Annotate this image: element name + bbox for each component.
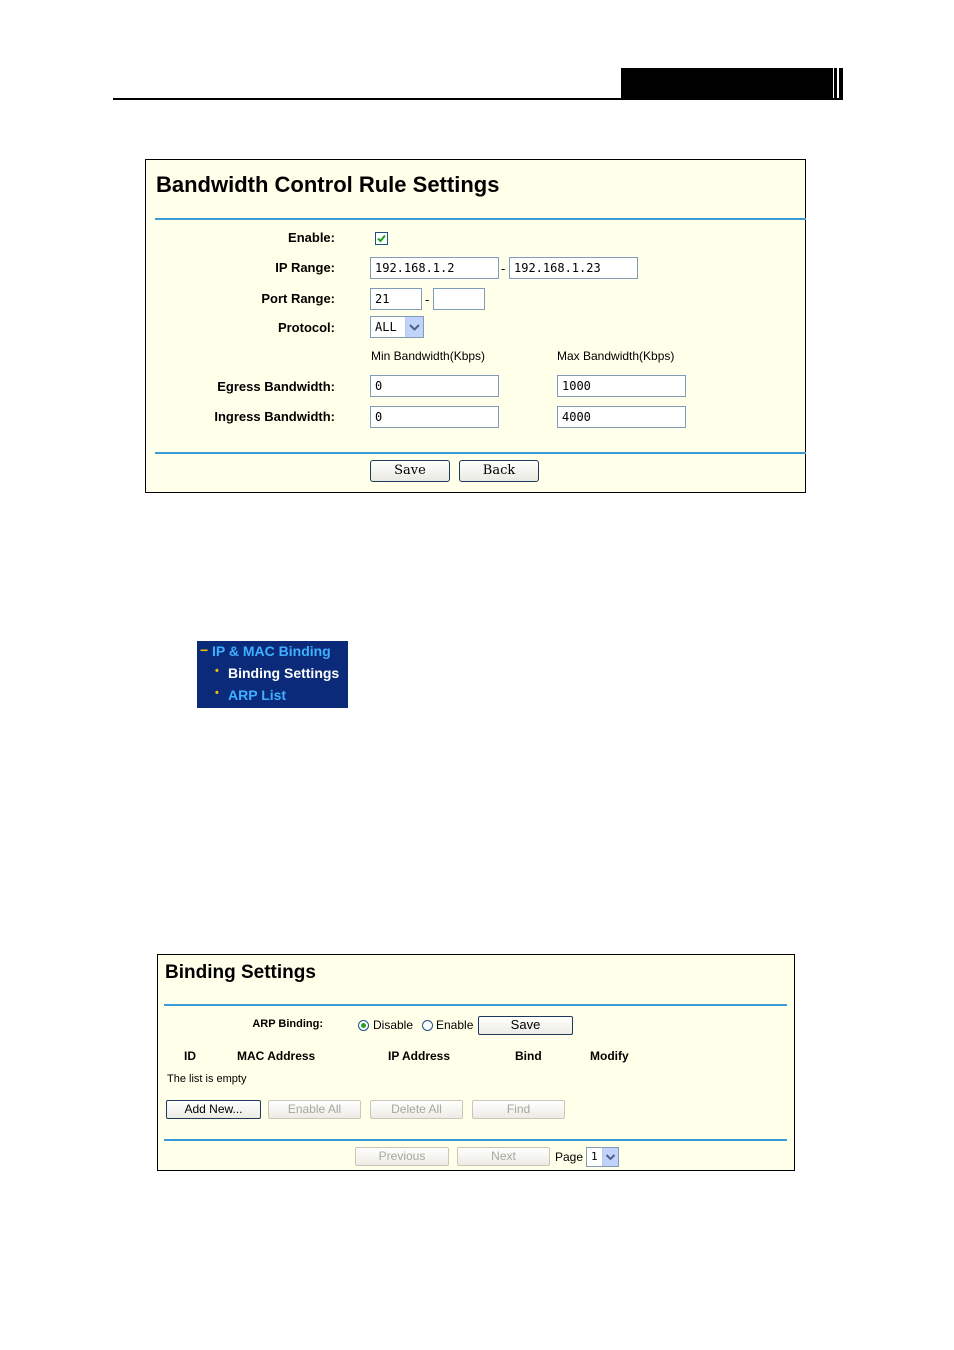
column-header-mac-address: MAC Address [237, 1049, 316, 1063]
arp-binding-label: ARP Binding: [252, 1018, 323, 1030]
footer-divider [155, 452, 806, 454]
collapse-marker[interactable]: − [200, 642, 209, 658]
save-button[interactable]: Save [478, 1016, 573, 1035]
check-icon [376, 233, 387, 244]
chevron-down-icon[interactable] [602, 1148, 618, 1166]
previous-button[interactable]: Previous [355, 1147, 449, 1166]
ip-range-label: IP Range: [275, 260, 335, 275]
enable-radio-label: Enable [436, 1018, 474, 1032]
header-black-block [621, 68, 833, 99]
min-bandwidth-header: Min Bandwidth(Kbps) [371, 349, 486, 363]
enable-radio[interactable] [422, 1020, 433, 1031]
menu-snippet [197, 641, 348, 708]
port-start-input[interactable]: 21 [370, 288, 422, 310]
ingress-label: Ingress Bandwidth: [214, 409, 335, 424]
panel-title: Bandwidth Control Rule Settings [156, 172, 500, 197]
max-bandwidth-header: Max Bandwidth(Kbps) [557, 349, 675, 363]
column-header-modify: Modify [590, 1049, 629, 1063]
egress-max-input[interactable]: 1000 [557, 375, 686, 397]
empty-list-text: The list is empty [167, 1073, 247, 1085]
disable-radio-label: Disable [373, 1018, 414, 1032]
panel-title: Binding Settings [165, 962, 316, 983]
header-stripe [839, 68, 843, 99]
next-button[interactable]: Next [457, 1147, 550, 1166]
menu-item-binding-settings[interactable]: Binding Settings [228, 665, 340, 681]
ip-range-dash: - [501, 261, 506, 276]
bandwidth-rule-panel [145, 159, 806, 493]
ingress-min-input[interactable]: 0 [370, 406, 499, 428]
protocol-label: Protocol: [277, 320, 335, 335]
header-rule [113, 98, 843, 100]
delete-all-button[interactable]: Delete All [370, 1100, 463, 1119]
bullet-icon: • [215, 665, 219, 677]
ip-start-input[interactable]: 192.168.1.2 [370, 257, 499, 279]
column-header-bind: Bind [515, 1049, 542, 1063]
bullet-icon: • [215, 687, 219, 699]
add-new-button[interactable]: Add New... [166, 1100, 261, 1119]
enable-label: Enable: [288, 230, 335, 245]
protocol-value: ALL [375, 320, 397, 334]
menu-section-ip-mac-binding[interactable]: IP & MAC Binding [212, 643, 331, 659]
port-range-dash: - [425, 292, 430, 307]
header-stripe [834, 68, 837, 99]
binding-settings-panel [157, 954, 795, 1171]
egress-label: Egress Bandwidth: [217, 379, 335, 394]
port-end-input[interactable] [433, 288, 485, 310]
enable-all-button[interactable]: Enable All [268, 1100, 361, 1119]
page-label: Page [555, 1150, 584, 1164]
column-header-ip-address: IP Address [388, 1049, 451, 1063]
page-select[interactable] [586, 1147, 619, 1167]
title-divider [155, 218, 806, 220]
ip-end-input[interactable]: 192.168.1.23 [509, 257, 638, 279]
title-divider [164, 1004, 787, 1006]
menu-item-arp-list[interactable]: ARP List [228, 687, 287, 703]
column-header-id: ID [184, 1049, 196, 1063]
footer-divider [164, 1139, 787, 1141]
back-button[interactable]: Back [459, 460, 539, 482]
chevron-down-icon[interactable] [405, 317, 423, 337]
disable-radio[interactable] [358, 1020, 369, 1031]
ingress-max-input[interactable]: 4000 [557, 406, 686, 428]
page-value: 1 [591, 1150, 598, 1163]
protocol-select[interactable] [370, 316, 424, 338]
find-button[interactable]: Find [472, 1100, 565, 1119]
egress-min-input[interactable]: 0 [370, 375, 499, 397]
enable-checkbox[interactable] [375, 232, 388, 245]
port-range-label: Port Range: [261, 291, 335, 306]
save-button[interactable]: Save [370, 460, 450, 482]
